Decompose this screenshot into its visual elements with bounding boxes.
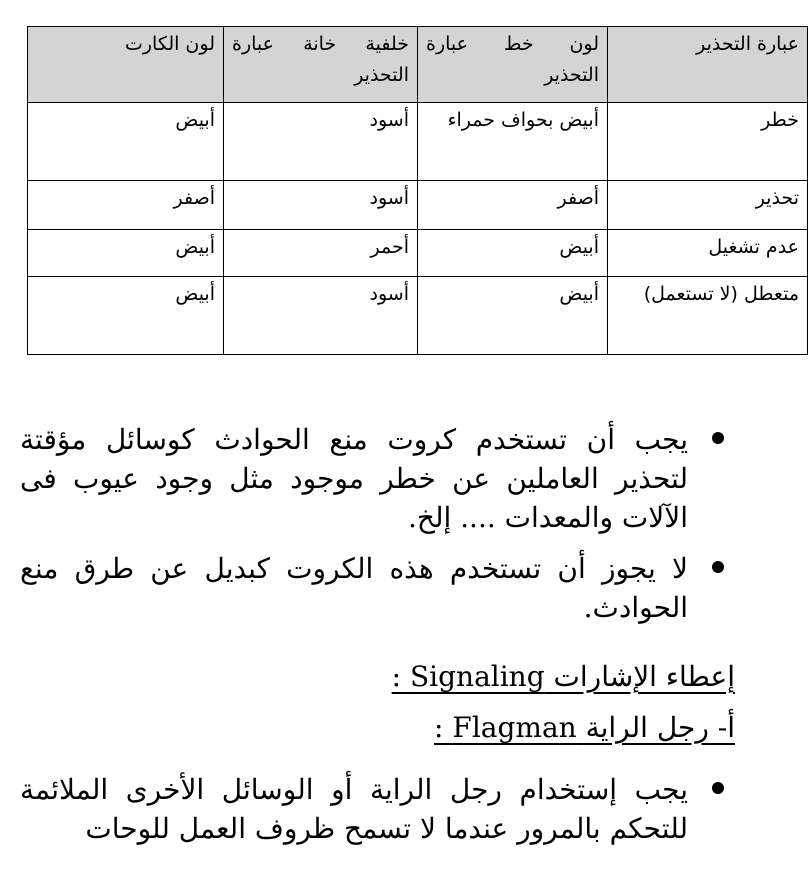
header-phrase-background: خلفية خانة عبارة التحذير xyxy=(224,27,418,103)
bullet-list-2 xyxy=(20,770,732,860)
list-item xyxy=(20,770,732,848)
bullet-icon xyxy=(712,432,724,444)
bullet-icon xyxy=(712,561,724,573)
section-heading: إعطاء الإشارات Signaling : xyxy=(391,660,735,693)
bullet-text: يجب أن تستخدم كروت منع الحوادث كوسائل مؤقتة لتحذير العاملين عن خطر موجود مثل وجود عيوب فى الآلات والمعدات .... إلخ. xyxy=(20,423,688,534)
table-cell: عدم تشغيل xyxy=(608,230,808,277)
table-cell: أبيض xyxy=(28,230,224,277)
table-cell: أصفر xyxy=(28,181,224,230)
table-row xyxy=(28,277,808,355)
table-cell: متعطل (لا تستعمل) xyxy=(608,277,808,355)
bullet-list xyxy=(20,420,732,639)
table-cell: خطر xyxy=(608,103,808,181)
table-cell: تحذير xyxy=(608,181,808,230)
table-row xyxy=(28,230,808,277)
table-cell: أبيض xyxy=(418,277,608,355)
header-warning-phrase: عبارة التحذير xyxy=(608,27,808,103)
bullet-text: لا يجوز أن تستخدم هذه الكروت كبديل عن طرق منع الحوادث. xyxy=(20,552,688,624)
list-item xyxy=(20,420,732,537)
table-cell: أحمر xyxy=(224,230,418,277)
table-header-row xyxy=(28,27,808,103)
table-cell: أصفر xyxy=(418,181,608,230)
table-cell: أبيض xyxy=(28,103,224,181)
table-cell: أبيض xyxy=(418,230,608,277)
list-item xyxy=(20,549,732,627)
table-row xyxy=(28,181,808,230)
warning-card-table xyxy=(27,26,808,355)
table-cell: أبيض xyxy=(28,277,224,355)
table-cell: أسود xyxy=(224,181,418,230)
bullet-icon xyxy=(712,782,724,794)
table-cell: أبيض بحواف حمراء xyxy=(418,103,608,181)
sub-heading: أ- رجل الراية Flagman : xyxy=(434,711,735,744)
table-row xyxy=(28,103,808,181)
bullet-text: يجب إستخدام رجل الراية أو الوسائل الأخرى الملائمة للتحكم بالمرور عندما لا تسمح ظروف العمل للوحات xyxy=(20,773,688,845)
header-card-color: لون الكارت xyxy=(28,27,224,103)
table-cell: أسود xyxy=(224,277,418,355)
table-cell: أسود xyxy=(224,103,418,181)
header-phrase-line-color: لون خط عبارة التحذير xyxy=(418,27,608,103)
